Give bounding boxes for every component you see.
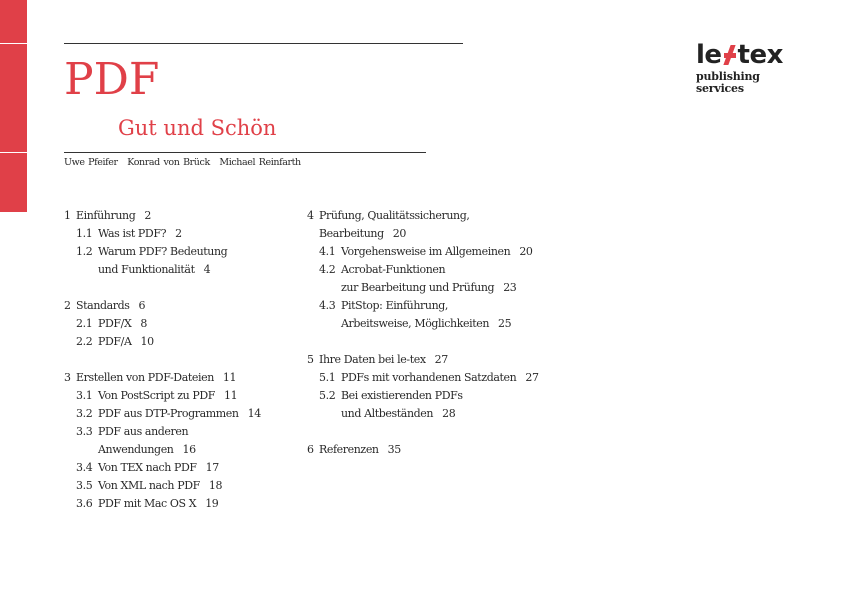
toc-page-number: 4 bbox=[203, 263, 211, 276]
toc-title-continuation[interactable] bbox=[307, 315, 539, 333]
toc-title: Prüfung, Qualitätssicherung, bbox=[319, 209, 470, 222]
toc-page-number: 19 bbox=[205, 497, 219, 510]
toc-number: 3.3 bbox=[76, 425, 93, 438]
toc-page-number: 25 bbox=[498, 317, 512, 330]
toc-page-number: 8 bbox=[140, 317, 147, 330]
toc-chapter[interactable] bbox=[307, 351, 539, 369]
toc-title: Standards bbox=[76, 299, 130, 312]
toc-chapter[interactable] bbox=[64, 207, 261, 225]
toc-chapter[interactable] bbox=[64, 369, 261, 387]
toc-number: 1 bbox=[64, 209, 71, 222]
toc-title: Von XML nach PDF bbox=[98, 479, 200, 492]
toc-title: PDF mit Mac OS X bbox=[98, 497, 197, 510]
toc-page-number: 2 bbox=[175, 227, 182, 240]
toc-number: 4 bbox=[307, 209, 314, 222]
toc-title: Warum PDF? Bedeutung bbox=[98, 245, 228, 258]
author-name: Michael Reinfarth bbox=[219, 157, 301, 168]
toc-title: Erstellen von PDF-Dateien bbox=[76, 371, 214, 384]
toc-title: PDF aus anderen bbox=[98, 425, 189, 438]
toc-number: 2.1 bbox=[76, 317, 93, 330]
toc-title-continuation[interactable] bbox=[64, 261, 261, 279]
toc-title: Von PostScript zu PDF bbox=[98, 389, 216, 402]
toc-page-number: 27 bbox=[434, 353, 448, 366]
logo-word-right: tex bbox=[737, 40, 783, 70]
toc-title: PitStop: Einführung, bbox=[341, 299, 449, 312]
toc-section[interactable] bbox=[64, 495, 261, 513]
toc-section[interactable] bbox=[64, 477, 261, 495]
toc-section[interactable] bbox=[307, 369, 539, 387]
toc-title-continuation[interactable] bbox=[64, 441, 261, 459]
toc-number: 3.5 bbox=[76, 479, 93, 492]
toc-title: Acrobat-Funktionen bbox=[341, 263, 446, 276]
toc-page-number: 11 bbox=[222, 371, 237, 384]
logo-wordmark bbox=[696, 40, 810, 70]
toc-title: Ihre Daten bei le-tex bbox=[319, 353, 426, 366]
toc-title: Was ist PDF? bbox=[98, 227, 167, 240]
toc-column-right bbox=[307, 207, 539, 459]
toc-section[interactable] bbox=[64, 459, 261, 477]
accent-bar bbox=[0, 0, 27, 212]
toc-number: 1.2 bbox=[76, 245, 93, 258]
toc-number: 3.6 bbox=[76, 497, 93, 510]
toc-number: 2 bbox=[64, 299, 71, 312]
toc-number: 2.2 bbox=[76, 335, 93, 348]
toc-title: zur Bearbeitung und Prüfung bbox=[341, 281, 495, 294]
toc-page-number: 6 bbox=[138, 299, 146, 312]
logo-plus-icon bbox=[723, 45, 737, 65]
author-list bbox=[64, 157, 307, 169]
toc-title: Bei existierenden PDFs bbox=[341, 389, 463, 402]
toc-title-continuation[interactable] bbox=[307, 279, 539, 297]
toc-title-continuation[interactable] bbox=[307, 225, 539, 243]
toc-page-number: 28 bbox=[442, 407, 456, 420]
toc-page-number: 27 bbox=[525, 371, 539, 384]
toc-page-number: 11 bbox=[224, 389, 238, 402]
toc-page-number: 17 bbox=[205, 461, 219, 474]
toc-page-number: 35 bbox=[387, 443, 401, 456]
author-name: Konrad von Brück bbox=[127, 157, 210, 168]
toc-page-number: 20 bbox=[519, 245, 533, 258]
document-title: PDF bbox=[64, 54, 160, 105]
toc-chapter[interactable] bbox=[64, 297, 261, 315]
toc-number: 3.2 bbox=[76, 407, 93, 420]
letex-logo bbox=[696, 40, 810, 95]
toc-title: Vorgehensweise im Allgemeinen bbox=[341, 245, 511, 258]
toc-title-continuation[interactable] bbox=[307, 405, 539, 423]
toc-title: und Funktionalität bbox=[98, 263, 195, 276]
toc-number: 4.3 bbox=[319, 299, 336, 312]
toc-page-number: 2 bbox=[144, 209, 151, 222]
logo-word-left: le bbox=[696, 40, 722, 70]
toc-section[interactable] bbox=[64, 405, 261, 423]
toc-page-number: 20 bbox=[392, 227, 406, 240]
toc-page-number: 14 bbox=[247, 407, 261, 420]
toc-section[interactable] bbox=[64, 333, 261, 351]
toc-number: 6 bbox=[307, 443, 314, 456]
toc-page-number: 18 bbox=[208, 479, 223, 492]
toc-title: PDF aus DTP-Programmen bbox=[98, 407, 239, 420]
toc-title: Von TEX nach PDF bbox=[98, 461, 197, 474]
toc-number: 3 bbox=[64, 371, 71, 384]
toc-title: Bearbeitung bbox=[319, 227, 384, 240]
toc-title: Einführung bbox=[76, 209, 136, 222]
toc-number: 3.1 bbox=[76, 389, 93, 402]
toc-section[interactable] bbox=[64, 243, 261, 261]
toc-spacer bbox=[64, 351, 261, 369]
toc-section[interactable] bbox=[307, 243, 539, 261]
toc-title: Anwendungen bbox=[98, 443, 174, 456]
toc-title: Referenzen bbox=[319, 443, 379, 456]
accent-bar-notch bbox=[0, 43, 27, 44]
toc-section[interactable] bbox=[307, 387, 539, 405]
accent-bar-notch bbox=[0, 152, 27, 153]
toc-title: Arbeitsweise, Möglichkeiten bbox=[341, 317, 490, 330]
toc-title: PDF/A bbox=[98, 335, 132, 348]
toc-page-number: 16 bbox=[182, 443, 196, 456]
toc-number: 1.1 bbox=[76, 227, 93, 240]
toc-number: 4.1 bbox=[319, 245, 336, 258]
toc-title: und Altbeständen bbox=[341, 407, 434, 420]
toc-chapter[interactable] bbox=[307, 207, 539, 225]
toc-number: 5.2 bbox=[319, 389, 336, 402]
toc-section[interactable] bbox=[64, 315, 261, 333]
toc-page-number: 23 bbox=[503, 281, 517, 294]
toc-spacer bbox=[307, 423, 539, 441]
toc-section[interactable] bbox=[307, 297, 539, 315]
toc-number: 5 bbox=[307, 353, 314, 366]
logo-tagline: publishing services bbox=[696, 70, 760, 95]
toc-number: 5.1 bbox=[319, 371, 336, 384]
toc-chapter[interactable] bbox=[307, 441, 539, 459]
document-subtitle: Gut und Schön bbox=[118, 116, 277, 140]
toc-section[interactable] bbox=[64, 387, 261, 405]
toc-title: PDFs mit vorhandenen Satzdaten bbox=[341, 371, 517, 384]
toc-number: 4.2 bbox=[319, 263, 336, 276]
toc-section[interactable] bbox=[64, 423, 261, 441]
author-name: Uwe Pfeifer bbox=[64, 157, 118, 168]
toc-title: PDF/X bbox=[98, 317, 132, 330]
toc-spacer bbox=[307, 333, 539, 351]
toc-section[interactable] bbox=[307, 261, 539, 279]
toc-number: 3.4 bbox=[76, 461, 93, 474]
toc-page-number: 10 bbox=[140, 335, 154, 348]
title-bottom-rule bbox=[64, 152, 426, 153]
toc-spacer bbox=[64, 279, 261, 297]
toc-column-left bbox=[64, 207, 261, 513]
title-top-rule bbox=[64, 43, 463, 44]
toc-section[interactable] bbox=[64, 225, 261, 243]
